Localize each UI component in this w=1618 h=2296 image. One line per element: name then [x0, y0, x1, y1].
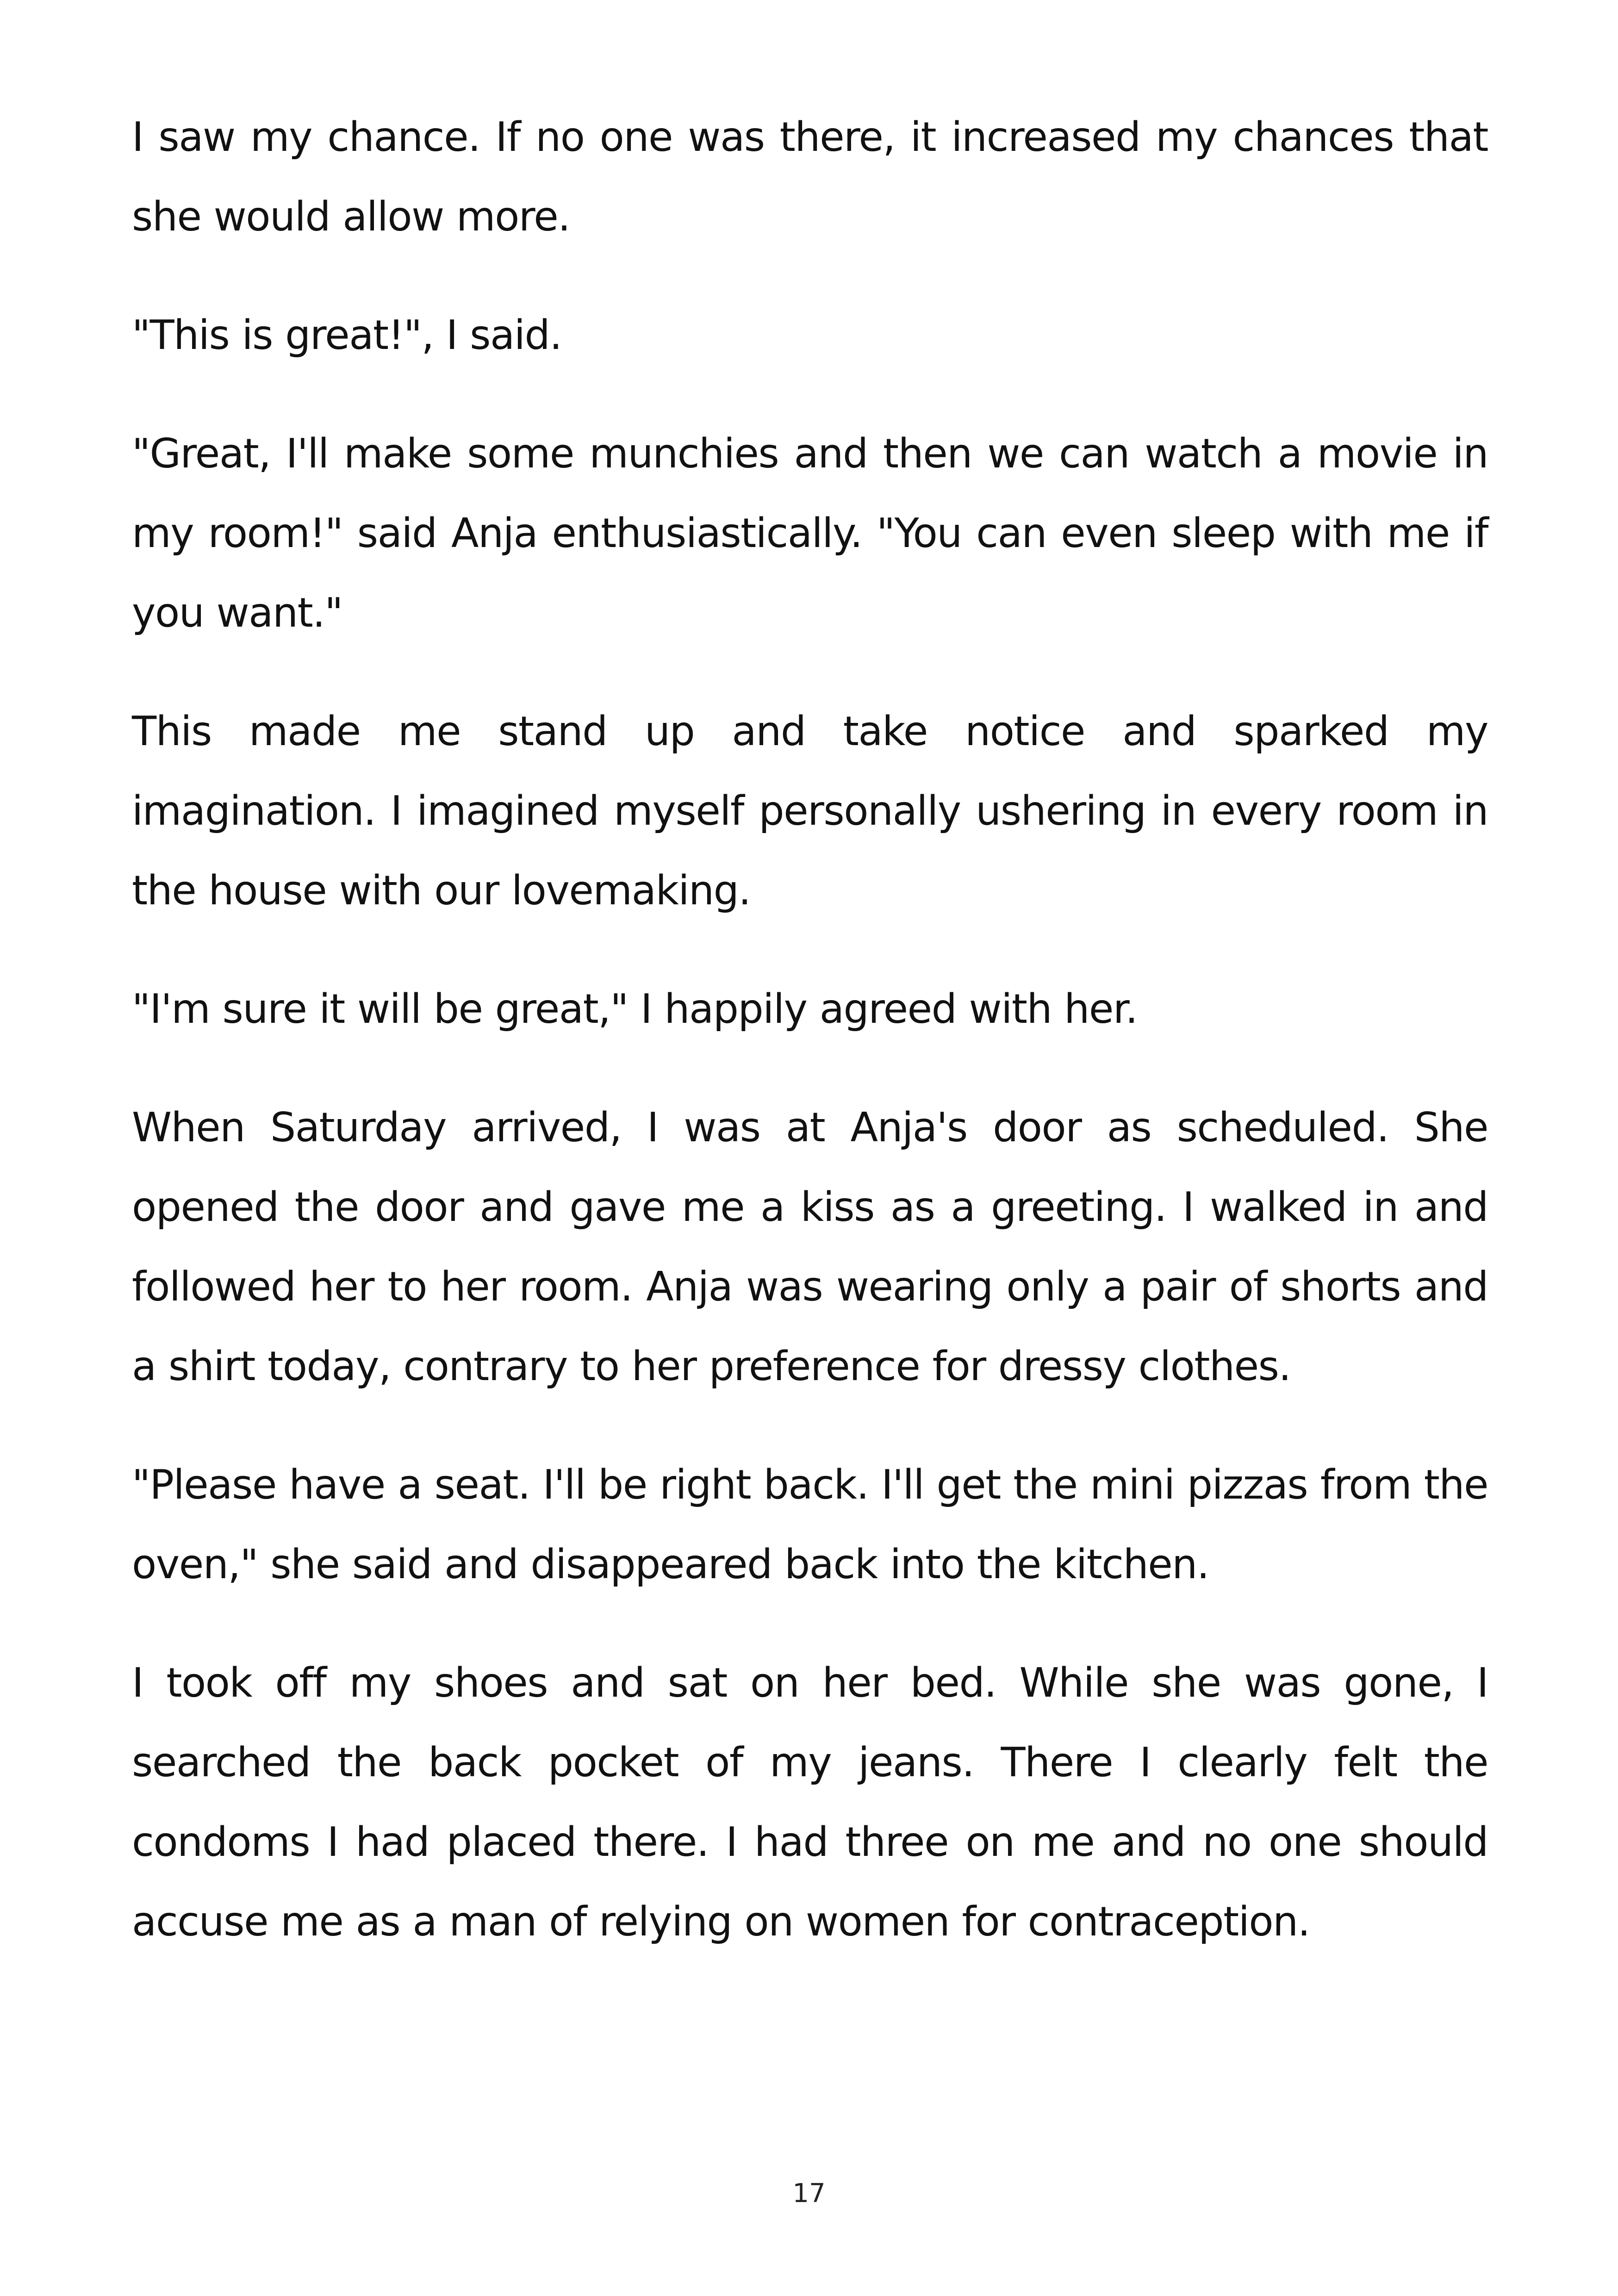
paragraph: I took off my shoes and sat on her bed. While she was gone, I searched the back pocket of my jeans. There I clearly felt the condoms I had placed there. I had three on me and no one should accuse me as a man of relying on women for contraception.	[132, 1659, 1488, 1945]
body-text	[132, 97, 1488, 2000]
paragraph: When Saturday arrived, I was at Anja's door as scheduled. She opened the door and gave me a kiss as a greeting. I walked in and followed her to her room. Anja was wearing only a pair of shorts and a shirt today, contrary to her preference for dressy clothes.	[132, 1104, 1488, 1390]
paragraph: "Please have a seat. I'll be right back. I'll get the mini pizzas from the oven," she said and disappeared back into the kitchen.	[132, 1461, 1488, 1588]
page-number: 17	[792, 2178, 826, 2209]
paragraph: "Great, I'll make some munchies and then we can watch a movie in my room!" said Anja enthusiastically. "You can even sleep with me if you want."	[132, 430, 1488, 636]
paragraph: This made me stand up and take notice and sparked my imagination. I imagined myself personally ushering in every room in the house with our lovemaking.	[132, 708, 1488, 914]
paragraph: "I'm sure it will be great," I happily agreed with her.	[132, 985, 1138, 1033]
paragraph: "This is great!", I said.	[132, 311, 562, 359]
paragraph: I saw my chance. If no one was there, it increased my chances that she would allow more.	[132, 113, 1488, 240]
